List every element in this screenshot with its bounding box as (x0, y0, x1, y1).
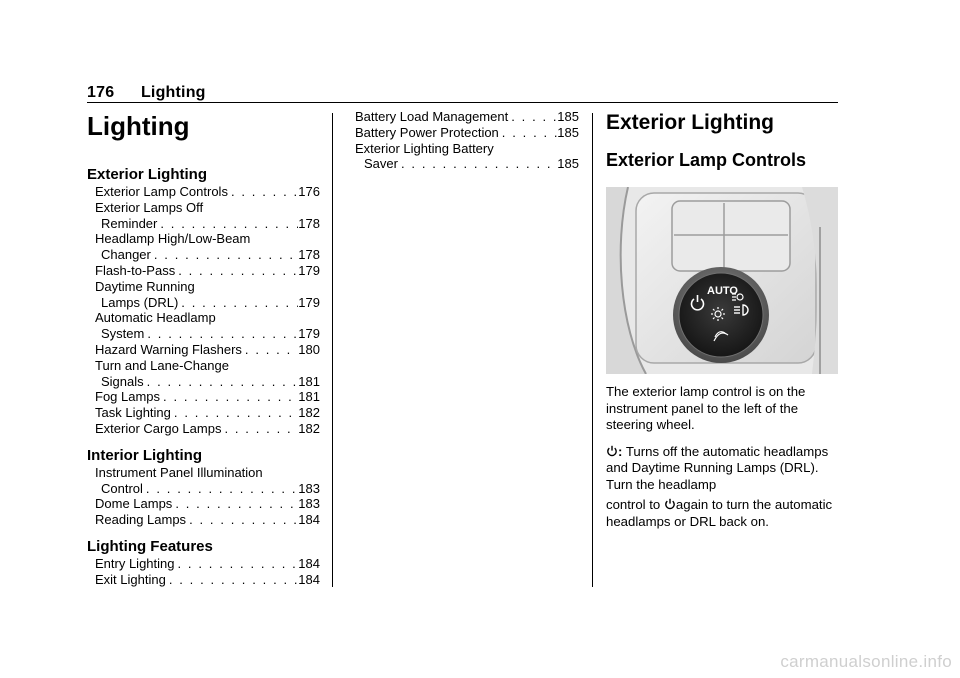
colon: : (618, 443, 623, 459)
toc-entry-line[interactable]: Turn and Lane-Change (95, 357, 229, 373)
toc-entry[interactable]: Battery Load Management . . . 185 (355, 109, 579, 125)
paragraph: The exterior lamp control is on the instrument panel to the left of the steering wheel. (606, 384, 806, 432)
column-divider (332, 113, 333, 587)
paragraph: : Turns off the automatic headlamps and Daytime Running Lamps (DRL). Turn the headlamp control to again to turn the automatic headlamps or DRL back on. (606, 443, 833, 529)
page-header (87, 84, 206, 102)
auto-label: AUTO (707, 285, 738, 297)
watermark: carmanualsonline.info (780, 652, 952, 671)
toc-entry[interactable]: Lamps (DRL) . . . 179 (87, 295, 320, 311)
lamp-control-photo (606, 187, 838, 374)
chapter-title: Lighting (87, 111, 190, 141)
toc-group-title: Interior Lighting (87, 446, 202, 464)
toc-entry[interactable]: Saver . . . 185 (355, 156, 579, 172)
body-text (606, 384, 838, 530)
toc-entry-line[interactable]: Exterior Lighting Battery (355, 140, 494, 156)
toc-entry[interactable]: Hazard Warning Flashers . . . 180 (87, 342, 320, 358)
toc-group-title: Lighting Features (87, 537, 213, 555)
toc-entry[interactable]: Exterior Cargo Lamps . . . 182 (87, 421, 320, 437)
content-column (606, 108, 838, 529)
power-icon (606, 445, 618, 457)
section-name: Lighting (140, 84, 206, 101)
toc-entry[interactable]: Exit Lighting . . . 184 (87, 572, 320, 588)
toc-entry[interactable]: Dome Lamps . . . 183 (87, 496, 320, 512)
section-subtitle: Exterior Lamp Controls (606, 150, 807, 170)
toc-entry[interactable]: Battery Power Protection . . . 185 (355, 125, 579, 141)
toc-entry[interactable]: Fog Lamps . . . 181 (87, 389, 320, 405)
toc-column-1 (87, 108, 320, 588)
toc-entry[interactable]: Changer . . . 178 (87, 247, 320, 263)
toc-entry[interactable]: Control . . . 183 (87, 481, 320, 497)
toc-column-2 (355, 109, 579, 172)
toc-group-title: Exterior Lighting (87, 166, 207, 183)
toc-entry-line[interactable]: Daytime Running (95, 278, 195, 294)
toc-entry-line[interactable]: Instrument Panel Illumination (95, 464, 263, 480)
toc-entry[interactable]: Entry Lighting . . . 184 (87, 556, 320, 572)
toc-entry[interactable]: Task Lighting . . . 182 (87, 405, 320, 421)
toc-entry[interactable]: Exterior Lamp Controls . . . 176 (87, 184, 320, 200)
page-title: Exterior Lighting (606, 111, 774, 134)
power-icon (664, 498, 676, 510)
toc-entry[interactable]: Reading Lamps . . . 184 (87, 512, 320, 528)
toc-entry[interactable]: Flash-to-Pass . . . 179 (87, 263, 320, 279)
toc-entry[interactable]: Reminder . . . 178 (87, 216, 320, 232)
page-number: 176 (87, 84, 115, 101)
toc-entry[interactable]: System . . . 179 (87, 326, 320, 342)
toc-entry[interactable]: Signals . . . 181 (87, 374, 320, 390)
header-rule (87, 102, 838, 103)
toc-entry-line[interactable]: Automatic Headlamp (95, 310, 216, 326)
toc-entry-line[interactable]: Headlamp High/Low-Beam (95, 231, 251, 247)
toc-entry-line[interactable]: Exterior Lamps Off (95, 199, 204, 215)
column-divider (592, 113, 593, 587)
